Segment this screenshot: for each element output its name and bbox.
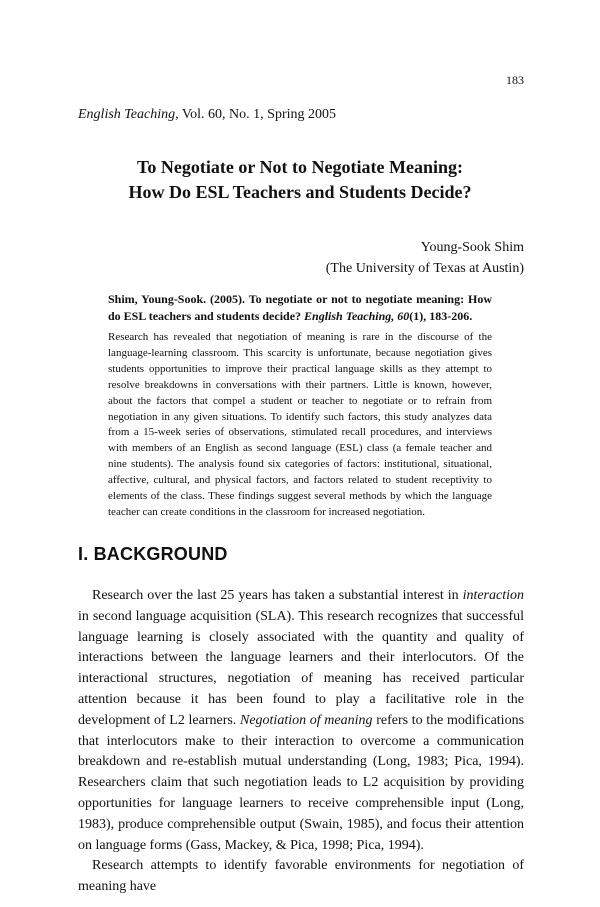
author-affiliation: (The University of Texas at Austin) xyxy=(325,261,524,276)
citation xyxy=(108,291,492,324)
author-block xyxy=(326,237,524,279)
paragraph-1-text-b: in second language acquisition (SLA). This research recognizes that successful language learning is closely associated with the quantity and quality of interactions between the language learners and their interlocutors. Of the interactional structures, negotiation of meaning has received particular attention because it has been found to play a facilitative role in the development of L2 learners. xyxy=(78,608,524,728)
paragraph-1-text-a: Research over the last 25 years has taken a substantial interest in xyxy=(92,588,463,603)
journal-name: English Teaching xyxy=(78,107,176,122)
abstract-text: Research has revealed that negotiation of meaning is rare in the discourse of the language-learning classroom. This scarcity is unfortunate, because negotiation gives students opportunities to improve their practical language skills as they attempt to resolve breakdowns in conversations with their partners. Little is known, however, about the factors that compel a student or teacher to negotiate or to refrain from negotiation in any given situations. To identify such factors, this study analyzes data from a 15-week series of observations, stimulated recall procedures, and interviews with members of an English as second language (ESL) class (a female teacher and nine students). The analysis found six categories of factors: institutional, situational, affective, cultural, and physical factors, and factors related to student receptivity to elements of the class. These findings suggest several methods by which the language teacher can create conditions in the classroom for increased negotiation. xyxy=(108,331,492,518)
section-heading: I. BACKGROUND xyxy=(78,544,228,564)
paragraph-1-italic-b: Negotiation of meaning xyxy=(239,712,373,728)
abstract-block xyxy=(108,291,492,521)
title-line-1: To Negotiate or Not to Negotiate Meaning: xyxy=(137,157,463,177)
journal-header xyxy=(78,107,336,123)
citation-text: Shim, Young-Sook. (2005). To negotiate or not to negotiate meaning: How do ESL teachers and students decide? xyxy=(108,292,492,323)
paragraph-1-text-c: refers to the modifications that interlocutors make to their interaction to overcome a communication breakdown and re-establish mutual understanding (Long, 1983; Pica, 1994). Researchers claim that such negotiation leads to L2 acquisition by providing opportunities for language learners to receive comprehensible input (Long, 1983), produce comprehensible output (Swain, 1985), and focus their attention on language forms (Gass, Mackey, & Pica, 1998; Pica, 1994). xyxy=(78,712,525,853)
paragraph-2: Research attempts to identify favorable environments for negotiation of meaning have xyxy=(78,858,524,895)
title-line-2: How Do ESL Teachers and Students Decide? xyxy=(128,182,472,202)
paragraph-1 xyxy=(78,586,524,856)
citation-journal: English Teaching, 60 xyxy=(304,308,410,323)
page-number: 183 xyxy=(506,73,524,87)
author-name: Young-Sook Shim xyxy=(420,240,524,255)
section-body xyxy=(78,586,524,898)
journal-details: , Vol. 60, No. 1, Spring 2005 xyxy=(175,107,336,122)
paper-title xyxy=(0,155,600,205)
paragraph-1-italic-a: interaction xyxy=(462,588,524,603)
citation-issue: (1), 183-206. xyxy=(409,308,473,323)
